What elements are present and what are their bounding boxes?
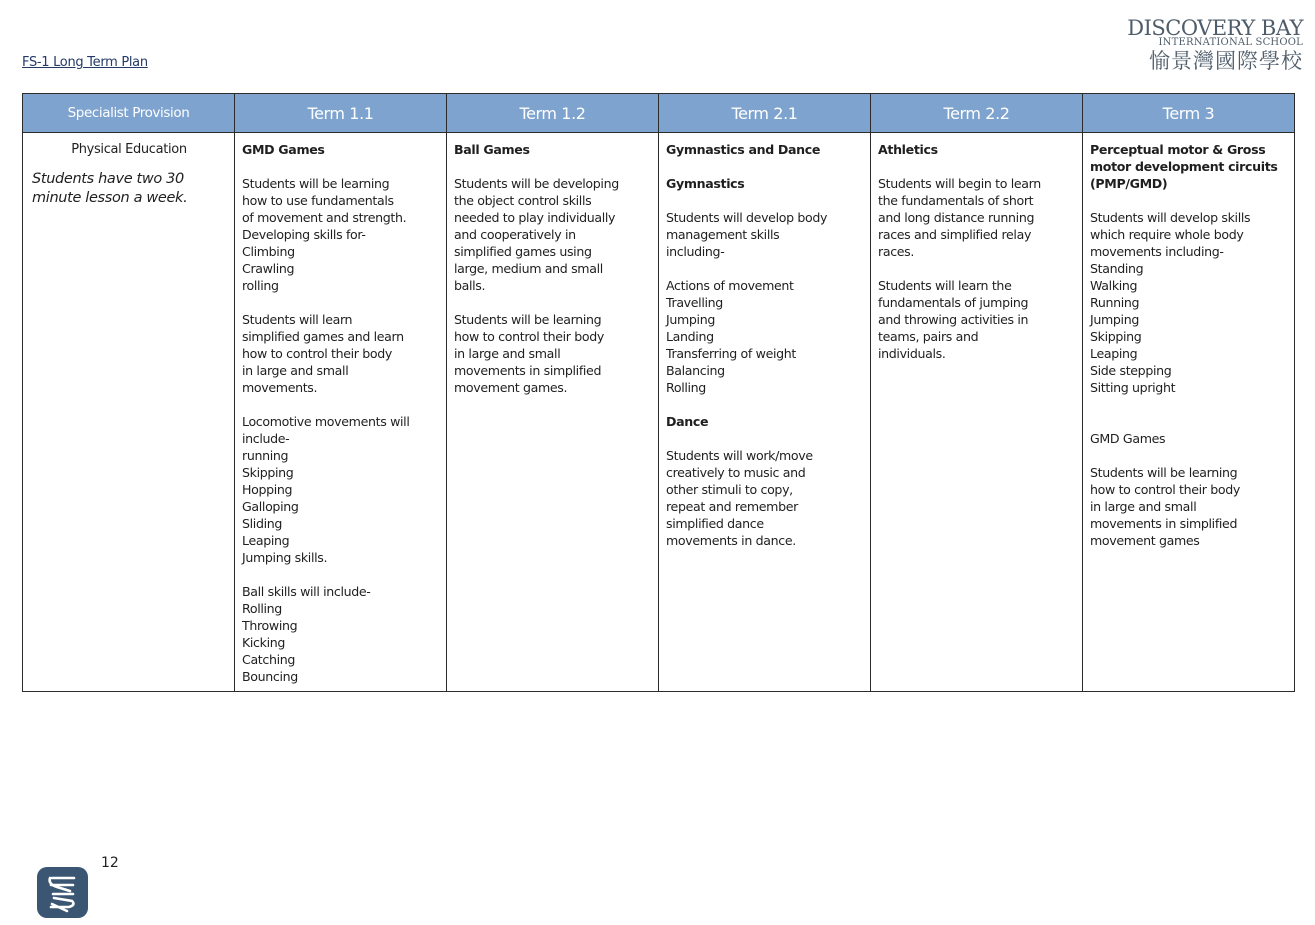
cell-term-3 <box>1083 133 1295 692</box>
text-line: Climbing <box>242 244 295 259</box>
cell-lines <box>1090 209 1288 549</box>
logo-line-3: 愉景灣國際學校 <box>1149 49 1303 73</box>
text-line: Students will develop body <box>666 210 828 225</box>
text-line: Perceptual motor & Gross <box>1090 142 1266 157</box>
text-line: simplified games and learn <box>242 329 404 344</box>
text-line: Jumping skills. <box>242 550 328 565</box>
text-line: Sliding <box>242 516 283 531</box>
text-line: Ball skills will include- <box>242 584 371 599</box>
text-line: Walking <box>1090 278 1138 293</box>
text-line: (PMP/GMD) <box>1090 176 1168 191</box>
header-term-3: Term 3 <box>1083 94 1295 133</box>
text-line: Students will begin to learn <box>878 176 1041 191</box>
text-line: Travelling <box>666 295 723 310</box>
text-line: how to control their body <box>1090 482 1241 497</box>
stacked-s-logo-icon <box>37 867 88 918</box>
text-line: teams, pairs and <box>878 329 979 344</box>
text-line: Standing <box>1090 261 1144 276</box>
text-line: Students will develop skills <box>1090 210 1251 225</box>
text-line: Skipping <box>1090 329 1142 344</box>
text-line: Rolling <box>666 380 706 395</box>
cell-term-2-1 <box>659 133 871 692</box>
cell-title: Ball Games <box>454 142 530 157</box>
text-line: Students will be developing <box>454 176 619 191</box>
text-line: including- <box>666 244 725 259</box>
text-line: needed to play individually <box>454 210 616 225</box>
text-line: Students will be learning <box>242 176 390 191</box>
text-line: Jumping <box>666 312 715 327</box>
text-line: which require whole body <box>1090 227 1244 242</box>
text-line: running <box>242 448 289 463</box>
text-line: and long distance running <box>878 210 1035 225</box>
text-line: Jumping <box>1090 312 1139 327</box>
text-line: Leaping <box>1090 346 1138 361</box>
text-line: movements in simplified <box>1090 516 1238 531</box>
dance-lines <box>666 447 864 549</box>
text-line: movement games. <box>454 380 568 395</box>
text-line: include- <box>242 431 290 446</box>
text-line: Actions of movement <box>666 278 794 293</box>
table-row <box>23 133 1295 692</box>
lesson-note: Students have two 30 minute lesson a week. <box>32 171 188 206</box>
spacer <box>1090 396 1288 413</box>
long-term-plan-table <box>22 93 1295 692</box>
cell-title <box>1090 141 1288 192</box>
text-line: Students will be learning <box>454 312 602 327</box>
text-line: Running <box>1090 295 1140 310</box>
text-line: Landing <box>666 329 714 344</box>
header-term-2-2: Term 2.2 <box>871 94 1083 133</box>
text-line: and throwing activities in <box>878 312 1029 327</box>
text-line: motor development circuits <box>1090 159 1278 174</box>
text-line: Bouncing <box>242 669 298 684</box>
text-line: Crawling <box>242 261 295 276</box>
text-line: management skills <box>666 227 780 242</box>
text-line: creatively to music and <box>666 465 806 480</box>
text-line: Side stepping <box>1090 363 1172 378</box>
text-line: repeat and remember <box>666 499 798 514</box>
text-line: the fundamentals of short <box>878 193 1034 208</box>
cell-lines <box>454 175 652 396</box>
text-line: Galloping <box>242 499 299 514</box>
text-line: rolling <box>242 278 279 293</box>
school-logo <box>1127 18 1303 74</box>
text-line: Locomotive movements will <box>242 414 410 429</box>
spacer <box>454 294 652 311</box>
text-line: Sitting upright <box>1090 380 1176 395</box>
spacer <box>878 260 1076 277</box>
text-line: Students will learn <box>242 312 353 327</box>
cell-specialist-provision <box>23 133 235 692</box>
text-line: the object control skills <box>454 193 592 208</box>
gymnastics-subtitle: Gymnastics <box>666 176 745 191</box>
text-line: simplified games using <box>454 244 592 259</box>
text-line: movement games <box>1090 533 1200 548</box>
text-line: movements including- <box>1090 244 1224 259</box>
dance-subtitle: Dance <box>666 414 709 429</box>
text-line: Balancing <box>666 363 725 378</box>
cell-term-2-2 <box>871 133 1083 692</box>
text-line: in large and small <box>454 346 561 361</box>
logo-line-1: DISCOVERY BAY <box>1127 16 1303 40</box>
cell-lines <box>878 175 1076 362</box>
spacer <box>666 260 864 277</box>
header-specialist-provision: Specialist Provision <box>23 94 235 133</box>
page-number: 12 <box>101 855 119 871</box>
spacer <box>242 566 440 583</box>
text-line: movements in simplified <box>454 363 602 378</box>
text-line: how to control their body <box>242 346 393 361</box>
spacer <box>1090 413 1288 430</box>
document-title[interactable]: FS-1 Long Term Plan <box>22 55 148 70</box>
cell-term-1-1 <box>235 133 447 692</box>
text-line: Leaping <box>242 533 290 548</box>
cell-term-1-2 <box>447 133 659 692</box>
text-line: Rolling <box>242 601 282 616</box>
cell-title: Gymnastics and Dance <box>666 142 821 157</box>
spacer <box>242 396 440 413</box>
spacer <box>1090 447 1288 464</box>
text-line: other stimuli to copy, <box>666 482 793 497</box>
text-line: large, medium and small <box>454 261 603 276</box>
text-line: Transferring of weight <box>666 346 796 361</box>
gymnastics-lines <box>666 209 864 396</box>
header-term-1-1: Term 1.1 <box>235 94 447 133</box>
header-term-1-2: Term 1.2 <box>447 94 659 133</box>
text-line: movements in dance. <box>666 533 796 548</box>
text-line: Students will learn the <box>878 278 1012 293</box>
text-line: Catching <box>242 652 296 667</box>
cell-lines <box>242 175 440 685</box>
text-line: in large and small <box>242 363 349 378</box>
text-line: Skipping <box>242 465 294 480</box>
text-line: races and simplified relay <box>878 227 1032 242</box>
text-line: simplified dance <box>666 516 764 531</box>
text-line: Developing skills for- <box>242 227 366 242</box>
text-line: and cooperatively in <box>454 227 576 242</box>
text-line: movements. <box>242 380 318 395</box>
table-header-row <box>23 94 1295 133</box>
text-line: Students will be learning <box>1090 465 1238 480</box>
cell-title: Athletics <box>878 142 938 157</box>
text-line: Throwing <box>242 618 298 633</box>
header-term-2-1: Term 2.1 <box>659 94 871 133</box>
text-line: Students will work/move <box>666 448 813 463</box>
logo-line-2: INTERNATIONAL SCHOOL <box>1158 37 1303 48</box>
text-line: Hopping <box>242 482 293 497</box>
subject-name: Physical Education <box>71 142 187 157</box>
cell-title: GMD Games <box>242 142 325 157</box>
spacer <box>242 294 440 311</box>
text-line: GMD Games <box>1090 431 1166 446</box>
text-line: of movement and strength. <box>242 210 407 225</box>
text-line: races. <box>878 244 915 259</box>
text-line: how to use fundamentals <box>242 193 394 208</box>
text-line: Kicking <box>242 635 285 650</box>
text-line: in large and small <box>1090 499 1197 514</box>
text-line: how to control their body <box>454 329 605 344</box>
text-line: fundamentals of jumping <box>878 295 1029 310</box>
text-line: individuals. <box>878 346 946 361</box>
text-line: balls. <box>454 278 486 293</box>
